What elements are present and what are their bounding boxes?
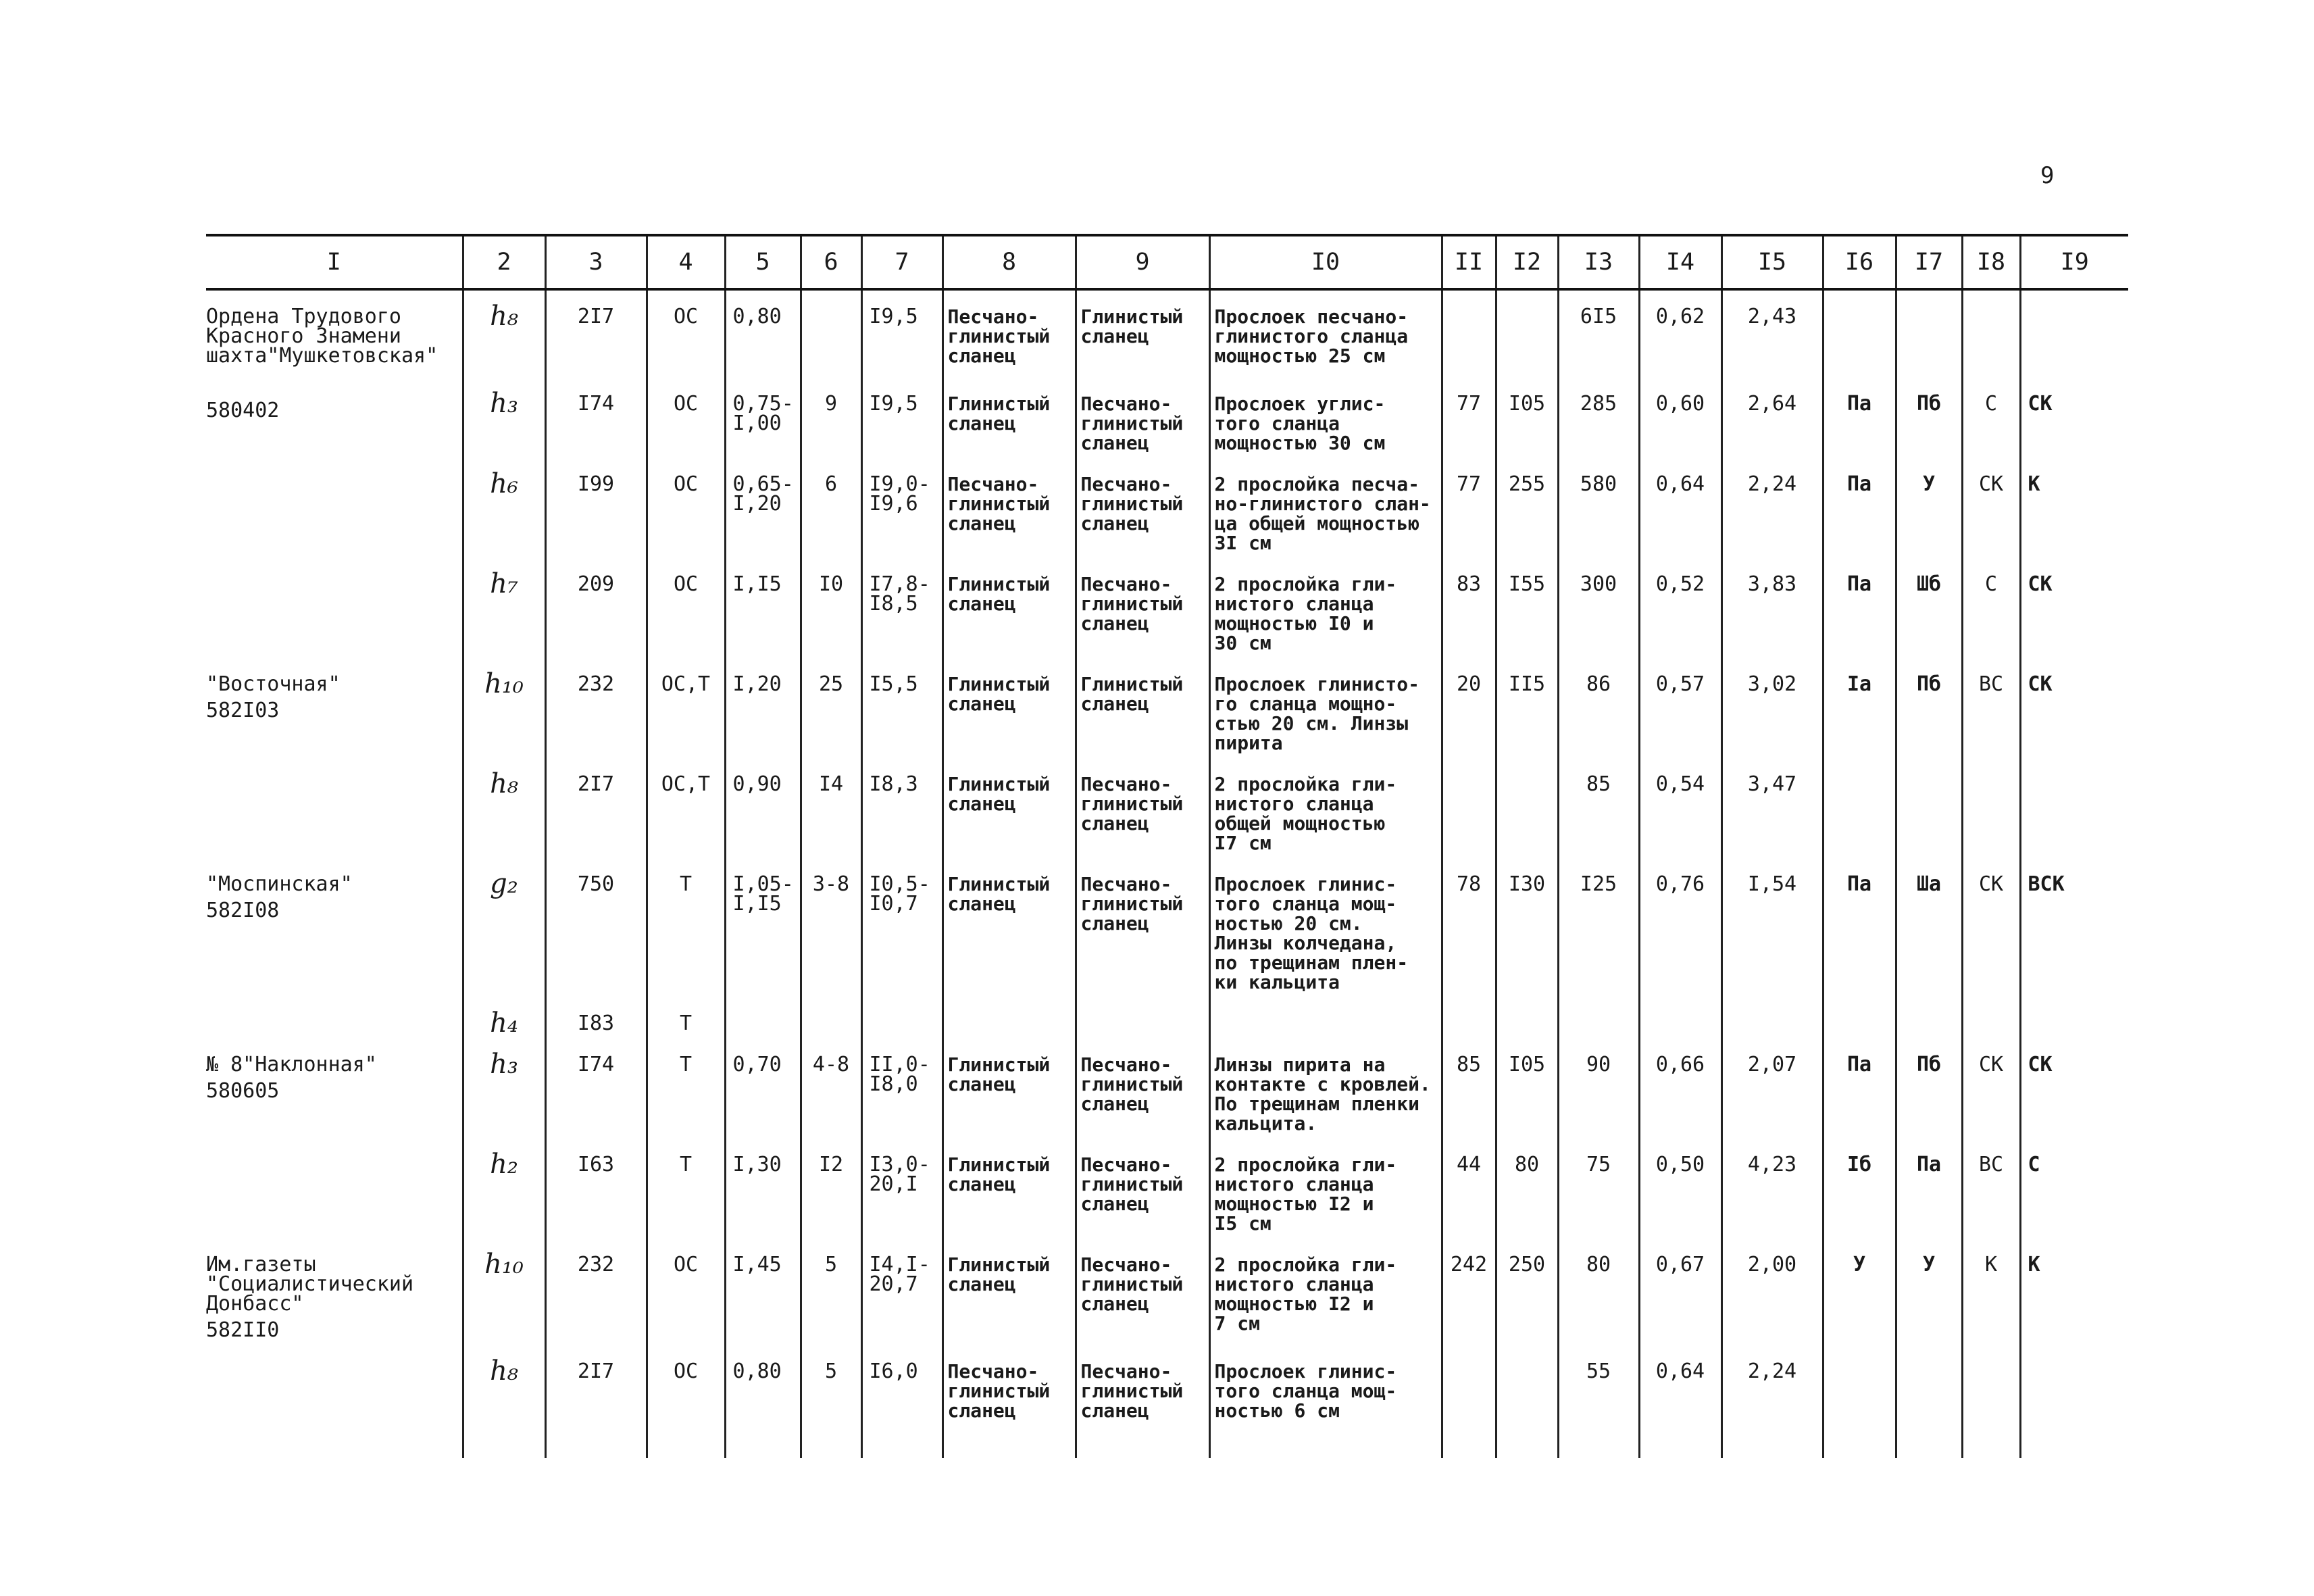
roof-rock: Глинистый сланец <box>942 658 1076 758</box>
mine-cell <box>206 658 463 758</box>
mine-cell <box>206 997 463 1039</box>
value-15: 3,02 <box>1721 658 1823 758</box>
col-header: 3 <box>545 235 647 289</box>
class-18 <box>1962 1345 2020 1458</box>
seam-index: h₂ <box>463 1139 545 1239</box>
depth: I9,0- I9,6 <box>861 458 942 558</box>
value-13: I25 <box>1558 858 1639 997</box>
seam-index: h₃ <box>463 378 545 458</box>
class-19 <box>2020 289 2128 378</box>
class-16: Па <box>1823 558 1896 658</box>
roof-rock: Песчано- глинистый сланец <box>942 289 1076 378</box>
class-18: ВС <box>1962 1139 2020 1239</box>
coal-grade: ОС <box>647 558 725 658</box>
coal-grade: ОС <box>647 378 725 458</box>
dip-angle: I0 <box>801 558 861 658</box>
class-18: СК <box>1962 1039 2020 1139</box>
value-15: 2,24 <box>1721 1345 1823 1458</box>
mine-cell <box>206 758 463 858</box>
mine-code: 580402 <box>206 399 280 422</box>
seam-thickness: 0,75- I,00 <box>725 378 801 458</box>
dip-angle: 3-8 <box>801 858 861 997</box>
value-14: 0,50 <box>1639 1139 1721 1239</box>
value-12 <box>1496 758 1558 858</box>
seam-thickness: 0,65- I,20 <box>725 458 801 558</box>
seam-code: I99 <box>545 458 647 558</box>
class-18: С <box>1962 378 2020 458</box>
class-19: К <box>2020 1239 2128 1345</box>
inclusions <box>1209 997 1442 1039</box>
col-header: I8 <box>1962 235 2020 289</box>
value-15: I,54 <box>1721 858 1823 997</box>
depth: I7,8- I8,5 <box>861 558 942 658</box>
roof-rock: Глинистый сланец <box>942 1139 1076 1239</box>
class-17: Па <box>1896 1139 1962 1239</box>
value-11 <box>1442 997 1496 1039</box>
floor-rock: Песчано- глинистый сланец <box>1076 378 1209 458</box>
value-15: 2,00 <box>1721 1239 1823 1345</box>
value-12: 255 <box>1496 458 1558 558</box>
table-row <box>206 458 2128 558</box>
value-14: 0,66 <box>1639 1039 1721 1139</box>
value-14: 0,54 <box>1639 758 1721 858</box>
seam-code: I74 <box>545 1039 647 1139</box>
table-row <box>206 378 2128 458</box>
floor-rock <box>1076 997 1209 1039</box>
value-14 <box>1639 997 1721 1039</box>
class-16: Iа <box>1823 658 1896 758</box>
class-17: Шб <box>1896 558 1962 658</box>
seam-thickness: I,I5 <box>725 558 801 658</box>
mine-name: Ордена Трудового Красного Знамени шахта"Мушкетовская" <box>206 305 438 368</box>
mine-name: № 8"Наклонная" <box>206 1053 377 1076</box>
coal-grade: Т <box>647 858 725 997</box>
floor-rock: Глинистый сланец <box>1076 289 1209 378</box>
value-12: I05 <box>1496 378 1558 458</box>
dip-angle <box>801 997 861 1039</box>
seam-code: 2I7 <box>545 758 647 858</box>
mine-name: "Восточная" <box>206 672 341 696</box>
class-19 <box>2020 997 2128 1039</box>
dip-angle: 9 <box>801 378 861 458</box>
class-17: Пб <box>1896 1039 1962 1139</box>
seam-code: 209 <box>545 558 647 658</box>
coal-grade: Т <box>647 1139 725 1239</box>
class-19: С <box>2020 1139 2128 1239</box>
inclusions: Прослоек глинис- того сланца мощ- ностью 20 см. Линзы колчедана, по трещинам плен- ки кальцита <box>1209 858 1442 997</box>
class-19: ВСК <box>2020 858 2128 997</box>
seam-thickness: 0,90 <box>725 758 801 858</box>
mine-name: "Моспинская" <box>206 872 353 896</box>
value-12: I30 <box>1496 858 1558 997</box>
roof-rock: Глинистый сланец <box>942 558 1076 658</box>
mine-name: Им.газеты "Социалистический Донбасс" <box>206 1253 414 1316</box>
floor-rock: Песчано- глинистый сланец <box>1076 1345 1209 1458</box>
mine-cell <box>206 289 463 378</box>
depth: I4,I- 20,7 <box>861 1239 942 1345</box>
table-row <box>206 758 2128 858</box>
seam-index: h₆ <box>463 458 545 558</box>
depth: I0,5- I0,7 <box>861 858 942 997</box>
class-16: Па <box>1823 378 1896 458</box>
class-18: С <box>1962 558 2020 658</box>
col-header: I4 <box>1639 235 1721 289</box>
roof-rock: Глинистый сланец <box>942 758 1076 858</box>
value-13: 6I5 <box>1558 289 1639 378</box>
value-13: 85 <box>1558 758 1639 858</box>
inclusions: 2 прослойка песча- но-глинистого слан- ца общей мощностью 3I см <box>1209 458 1442 558</box>
class-17 <box>1896 1345 1962 1458</box>
coal-grade: Т <box>647 1039 725 1139</box>
value-14: 0,76 <box>1639 858 1721 997</box>
coal-grade: ОС <box>647 289 725 378</box>
class-19 <box>2020 1345 2128 1458</box>
seam-index: h₃ <box>463 1039 545 1139</box>
seam-thickness: I,30 <box>725 1139 801 1239</box>
value-11 <box>1442 289 1496 378</box>
depth: I3,0- 20,I <box>861 1139 942 1239</box>
value-11 <box>1442 758 1496 858</box>
seam-index: h₇ <box>463 558 545 658</box>
floor-rock: Песчано- глинистый сланец <box>1076 858 1209 997</box>
inclusions: Прослоек песчано- глинистого сланца мощностью 25 см <box>1209 289 1442 378</box>
value-12 <box>1496 289 1558 378</box>
col-header: 2 <box>463 235 545 289</box>
dip-angle <box>801 289 861 378</box>
coal-grade: ОС <box>647 1345 725 1458</box>
class-18: К <box>1962 1239 2020 1345</box>
value-14: 0,57 <box>1639 658 1721 758</box>
depth: I8,3 <box>861 758 942 858</box>
roof-rock: Глинистый сланец <box>942 1039 1076 1139</box>
depth: I5,5 <box>861 658 942 758</box>
value-12: I55 <box>1496 558 1558 658</box>
value-11: 78 <box>1442 858 1496 997</box>
seam-index: h₄ <box>463 997 545 1039</box>
value-15 <box>1721 997 1823 1039</box>
class-17: У <box>1896 458 1962 558</box>
value-15: 2,43 <box>1721 289 1823 378</box>
seam-code: 2I7 <box>545 1345 647 1458</box>
seam-thickness <box>725 997 801 1039</box>
table-row <box>206 1139 2128 1239</box>
value-11: 44 <box>1442 1139 1496 1239</box>
seam-thickness: 0,80 <box>725 1345 801 1458</box>
seam-index: h₈ <box>463 758 545 858</box>
seam-index: h₈ <box>463 289 545 378</box>
floor-rock: Песчано- глинистый сланец <box>1076 558 1209 658</box>
value-11: 77 <box>1442 378 1496 458</box>
depth <box>861 997 942 1039</box>
seam-index: h₈ <box>463 1345 545 1458</box>
class-18: ВС <box>1962 658 2020 758</box>
seam-index: g₂ <box>463 858 545 997</box>
mine-code: 582I08 <box>206 899 280 922</box>
mine-data-table <box>206 234 2128 1458</box>
value-14: 0,67 <box>1639 1239 1721 1345</box>
col-header: 8 <box>942 235 1076 289</box>
class-17 <box>1896 758 1962 858</box>
class-19: СК <box>2020 558 2128 658</box>
seam-code: I63 <box>545 1139 647 1239</box>
page-number: 9 <box>2040 162 2055 189</box>
value-11: 242 <box>1442 1239 1496 1345</box>
class-16 <box>1823 758 1896 858</box>
value-14: 0,64 <box>1639 458 1721 558</box>
floor-rock: Песчано- глинистый сланец <box>1076 1139 1209 1239</box>
table-row <box>206 1239 2128 1345</box>
inclusions: 2 прослойка гли- нистого сланца общей мощностью I7 см <box>1209 758 1442 858</box>
col-header: I <box>206 235 463 289</box>
col-header: 6 <box>801 235 861 289</box>
class-16 <box>1823 289 1896 378</box>
mine-code: 580605 <box>206 1079 280 1103</box>
seam-thickness: I,45 <box>725 1239 801 1345</box>
inclusions: 2 прослойка гли- нистого сланца мощностью I0 и 30 см <box>1209 558 1442 658</box>
dip-angle: 6 <box>801 458 861 558</box>
mine-cell <box>206 1039 463 1139</box>
roof-rock: Песчано- глинистый сланец <box>942 458 1076 558</box>
roof-rock: Глинистый сланец <box>942 858 1076 997</box>
value-12: 80 <box>1496 1139 1558 1239</box>
value-11: 20 <box>1442 658 1496 758</box>
value-13: 90 <box>1558 1039 1639 1139</box>
value-13 <box>1558 997 1639 1039</box>
value-15: 3,83 <box>1721 558 1823 658</box>
inclusions: 2 прослойка гли- нистого сланца мощностью I2 и 7 см <box>1209 1239 1442 1345</box>
value-11 <box>1442 1345 1496 1458</box>
class-17 <box>1896 289 1962 378</box>
seam-index: h₁₀ <box>463 658 545 758</box>
value-12 <box>1496 997 1558 1039</box>
mine-cell <box>206 378 463 458</box>
floor-rock: Песчано- глинистый сланец <box>1076 1239 1209 1345</box>
seam-thickness: 0,80 <box>725 289 801 378</box>
value-11: 77 <box>1442 458 1496 558</box>
table-row <box>206 289 2128 378</box>
roof-rock: Глинистый сланец <box>942 1239 1076 1345</box>
seam-code: I74 <box>545 378 647 458</box>
table-row <box>206 1039 2128 1139</box>
mine-code: 582II0 <box>206 1318 280 1342</box>
mine-code: 582I03 <box>206 699 280 722</box>
coal-grade: ОС,Т <box>647 758 725 858</box>
table-row <box>206 997 2128 1039</box>
value-14: 0,64 <box>1639 1345 1721 1458</box>
col-header: 4 <box>647 235 725 289</box>
class-18 <box>1962 758 2020 858</box>
seam-thickness: 0,70 <box>725 1039 801 1139</box>
col-header: 5 <box>725 235 801 289</box>
value-12: II5 <box>1496 658 1558 758</box>
class-16: У <box>1823 1239 1896 1345</box>
class-17 <box>1896 997 1962 1039</box>
depth: I9,5 <box>861 378 942 458</box>
dip-angle: 5 <box>801 1239 861 1345</box>
coal-grade: ОС <box>647 458 725 558</box>
seam-thickness: I,05- I,I5 <box>725 858 801 997</box>
dip-angle: 25 <box>801 658 861 758</box>
col-header: I0 <box>1209 235 1442 289</box>
class-16: Па <box>1823 458 1896 558</box>
seam-code: 232 <box>545 658 647 758</box>
class-19 <box>2020 758 2128 858</box>
mine-cell <box>206 1239 463 1345</box>
seam-index: h₁₀ <box>463 1239 545 1345</box>
roof-rock: Песчано- глинистый сланец <box>942 1345 1076 1458</box>
inclusions: Линзы пирита на контакте с кровлей. По трещинам пленки кальцита. <box>1209 1039 1442 1139</box>
depth: I9,5 <box>861 289 942 378</box>
roof-rock <box>942 997 1076 1039</box>
col-header: I9 <box>2020 235 2128 289</box>
class-16: Па <box>1823 858 1896 997</box>
class-18 <box>1962 997 2020 1039</box>
table-row <box>206 1345 2128 1458</box>
value-14: 0,60 <box>1639 378 1721 458</box>
table-row <box>206 658 2128 758</box>
value-15: 2,64 <box>1721 378 1823 458</box>
mine-cell <box>206 458 463 558</box>
value-13: 86 <box>1558 658 1639 758</box>
inclusions: Прослоек углис- того сланца мощностью 30 см <box>1209 378 1442 458</box>
class-19: К <box>2020 458 2128 558</box>
value-15: 2,24 <box>1721 458 1823 558</box>
class-19: СК <box>2020 1039 2128 1139</box>
coal-grade: ОС,Т <box>647 658 725 758</box>
col-header: 7 <box>861 235 942 289</box>
dip-angle: I2 <box>801 1139 861 1239</box>
col-header: 9 <box>1076 235 1209 289</box>
class-19: СК <box>2020 378 2128 458</box>
value-15: 3,47 <box>1721 758 1823 858</box>
value-15: 4,23 <box>1721 1139 1823 1239</box>
seam-code: 2I7 <box>545 289 647 378</box>
class-17: Пб <box>1896 378 1962 458</box>
value-14: 0,62 <box>1639 289 1721 378</box>
floor-rock: Песчано- глинистый сланец <box>1076 758 1209 858</box>
mine-cell <box>206 1139 463 1239</box>
value-11: 85 <box>1442 1039 1496 1139</box>
floor-rock: Песчано- глинистый сланец <box>1076 458 1209 558</box>
dip-angle: I4 <box>801 758 861 858</box>
class-18 <box>1962 289 2020 378</box>
coal-grade: ОС <box>647 1239 725 1345</box>
class-17: Ша <box>1896 858 1962 997</box>
value-13: 80 <box>1558 1239 1639 1345</box>
value-13: 300 <box>1558 558 1639 658</box>
floor-rock: Песчано- глинистый сланец <box>1076 1039 1209 1139</box>
value-13: 580 <box>1558 458 1639 558</box>
col-header: I2 <box>1496 235 1558 289</box>
class-16 <box>1823 997 1896 1039</box>
value-15: 2,07 <box>1721 1039 1823 1139</box>
dip-angle: 4-8 <box>801 1039 861 1139</box>
value-12: 250 <box>1496 1239 1558 1345</box>
inclusions: Прослоек глинис- того сланца мощ- ностью 6 см <box>1209 1345 1442 1458</box>
seam-code: 232 <box>545 1239 647 1345</box>
class-16: Па <box>1823 1039 1896 1139</box>
inclusions: 2 прослойка гли- нистого сланца мощностью I2 и I5 см <box>1209 1139 1442 1239</box>
depth: II,0- I8,0 <box>861 1039 942 1139</box>
col-header: I5 <box>1721 235 1823 289</box>
table-row <box>206 558 2128 658</box>
header-row <box>206 235 2128 289</box>
depth: I6,0 <box>861 1345 942 1458</box>
class-17: У <box>1896 1239 1962 1345</box>
class-19: СК <box>2020 658 2128 758</box>
value-13: 285 <box>1558 378 1639 458</box>
table-row <box>206 858 2128 997</box>
class-16: Iб <box>1823 1139 1896 1239</box>
coal-grade: Т <box>647 997 725 1039</box>
value-14: 0,52 <box>1639 558 1721 658</box>
roof-rock: Глинистый сланец <box>942 378 1076 458</box>
class-18: СК <box>1962 458 2020 558</box>
col-header: I3 <box>1558 235 1639 289</box>
class-16 <box>1823 1345 1896 1458</box>
inclusions: Прослоек глинисто- го сланца мощно- стью 20 см. Линзы пирита <box>1209 658 1442 758</box>
floor-rock: Глинистый сланец <box>1076 658 1209 758</box>
mine-cell <box>206 558 463 658</box>
value-13: 75 <box>1558 1139 1639 1239</box>
value-11: 83 <box>1442 558 1496 658</box>
col-header: I6 <box>1823 235 1896 289</box>
value-13: 55 <box>1558 1345 1639 1458</box>
seam-thickness: I,20 <box>725 658 801 758</box>
mine-cell <box>206 858 463 997</box>
col-header: II <box>1442 235 1496 289</box>
mine-cell <box>206 1345 463 1458</box>
class-18: СК <box>1962 858 2020 997</box>
dip-angle: 5 <box>801 1345 861 1458</box>
class-17: Пб <box>1896 658 1962 758</box>
seam-code: I83 <box>545 997 647 1039</box>
value-12 <box>1496 1345 1558 1458</box>
seam-code: 750 <box>545 858 647 997</box>
col-header: I7 <box>1896 235 1962 289</box>
value-12: I05 <box>1496 1039 1558 1139</box>
